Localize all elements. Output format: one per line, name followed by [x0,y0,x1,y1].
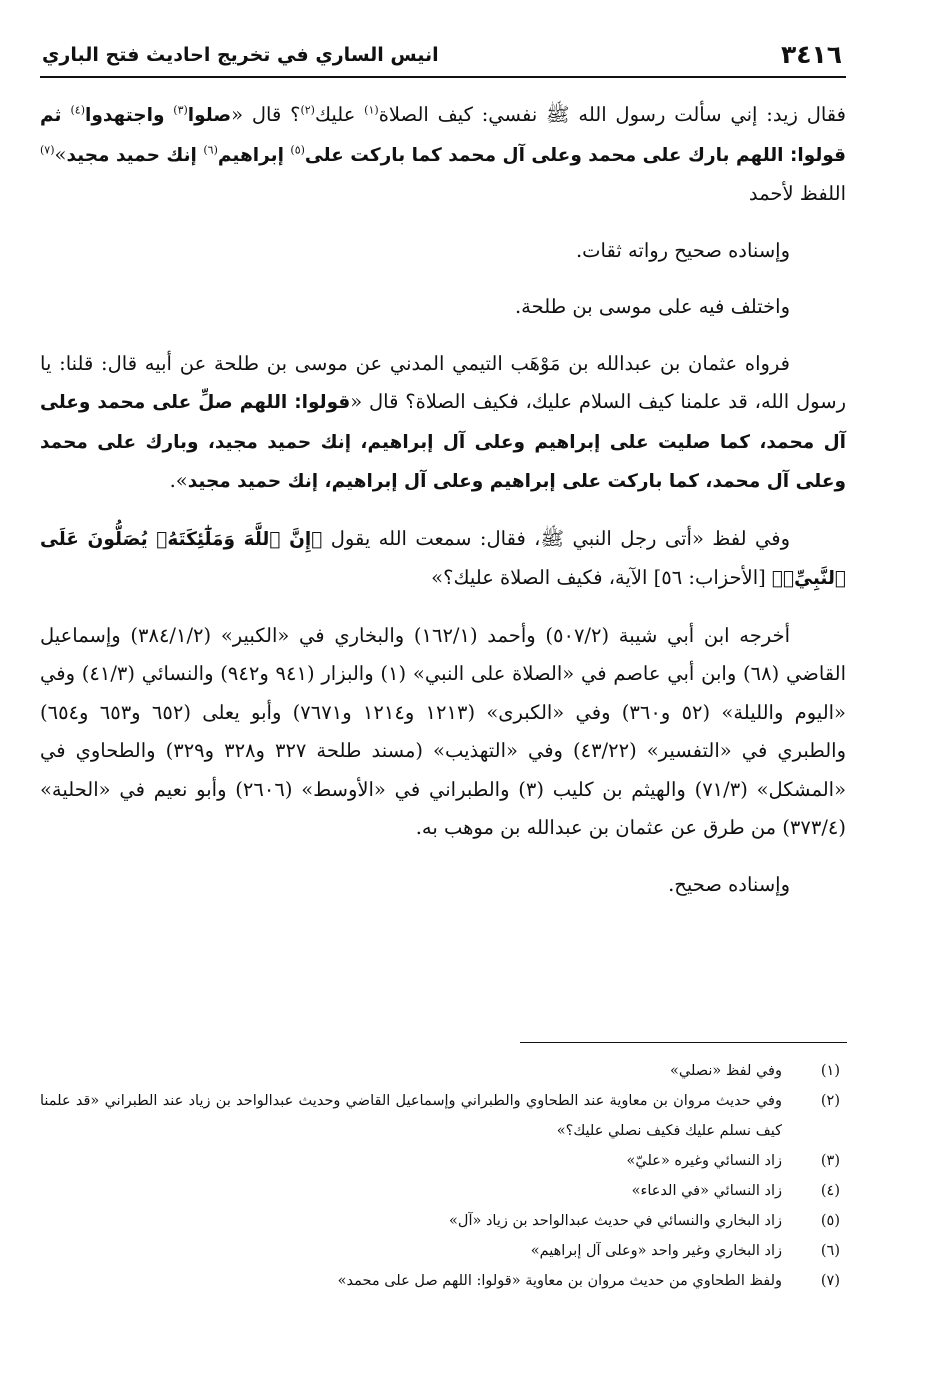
footnotes [40,1056,846,1296]
footnote-ref-4[interactable]: (٤) [70,103,85,117]
footnote-text: وفي حديث مروان بن معاوية عند الطحاوي والطبراني وإسماعيل القاضي وحديث عبدالواحد بن زياد عند الطبراني «قد علمنا كيف نسلم عليك فكيف نصلي عليك؟» [40,1093,782,1139]
text-segment: ؟ قال « [231,103,301,126]
text-segment: فرواه عثمان بن عبدالله بن مَوْهَب التيمي المدني عن موسى بن طلحة عن أبيه قال: قلنا: يا رسول الله، قد علمنا كيف السلام عليك، فكيف الصلاة؟ قال « [40,351,846,413]
paragraph-lafz [40,520,846,599]
footnote-item [40,1206,846,1236]
footnote-text: زاد البخاري وغير واحد «وعلى آل إبراهيم» [530,1243,782,1259]
paragraph-ikhtilaf: واختلف فيه على موسى بن طلحة. [514,295,790,318]
footnote-ref-1[interactable]: (١) [364,103,379,117]
text-segment [164,103,173,126]
footnote-number: (٥) [820,1213,840,1229]
footnote-number: (٢) [820,1093,840,1109]
footnote-ref-7[interactable]: (٧) [40,143,55,156]
footnote-text: زاد النسائي «في الدعاء» [631,1183,782,1199]
bold-segment: واجتهدوا [85,105,165,126]
main-text [40,96,846,904]
paragraph-isnad-sahih: وإسناده صحيح. [668,872,790,896]
footnote-number: (١) [820,1063,840,1079]
paragraph-isnad: وإسناده صحيح رواته ثقات. [575,238,790,262]
footnote-ref-5[interactable]: (٥) [290,143,305,156]
footnote-ref-2[interactable]: (٢) [300,103,315,117]
page-number: ٣٤١٦ [780,40,842,69]
text-segment: » [54,142,67,166]
footnote-ref-6[interactable]: (٦) [203,143,218,156]
text-segment: ». [169,469,188,492]
paragraph-uthman-riwaya [40,345,846,502]
bold-segment: إبراهيم [217,144,291,166]
footnote-item [40,1176,846,1206]
text-segment: فقال زيد: إني سألت رسول الله ﷺ نفسي: كيف الصلاة [378,103,846,126]
text-segment: اللفظ لأحمد [748,182,846,205]
footnote-ref-3[interactable]: (٣) [173,103,188,117]
running-title: انيس الساري في تخريج احاديث فتح الباري [42,44,439,66]
footnote-item [40,1146,846,1176]
footnote-item [40,1086,846,1146]
paragraph-hadith-zayd [40,96,846,214]
footnote-number: (٤) [820,1183,840,1199]
footnote-separator [520,1042,847,1043]
text-segment: وفي لفظ «أتى رجل النبي ﷺ، فقال: سمعت الله يقول [322,526,790,550]
footnote-number: (٣) [820,1153,840,1169]
paragraph-takhrij: أخرجه ابن أبي شيبة (٥٠٧/٢) وأحمد (١٦٢/١) والبخاري في «الكبير» (٣٨٤/١/٢) وإسماعيل القاضي (٦٨) وابن أبي عاصم في «الصلاة على النبي» (١) والبزار (٩٤١ و٩٤٢) والنسائي (٤١/٣) وفي «اليوم والليلة» (٥٢ و٣٦٠) وفي «الكبرى» (١٢١٣ و١٢١٤ و٧٦٧١) وأبو يعلى (٦٥٢ و٦٥٣ و٦٥٤) والطبري في «التفسير» (٤٣/٢٢) وفي «التهذيب» (مسند طلحة ٣٢٧ و٣٢٨ و٣٢٩) والطحاوي في «المشكل» (٧١/٣) والهيثم بن كليب (٣) والطبراني في «الأوسط» (٢٦٠٦) وأبو نعيم في «الحلية» (٣٧٣/٤) من طرق عن عثمان بن عبدالله بن موهب به. [40,623,847,839]
footnote-text: زاد النسائي وغيره «عليّ» [626,1153,782,1169]
bold-segment: قولوا: اللهم صلِّ على محمد وعلى آل محمد، كما صليت على إبراهيم وعلى آل إبراهيم، إنك حميد مجيد، وبارك على محمد وعلى آل محمد، كما باركت على إبراهيم وعلى آل إبراهيم، إنك حميد مجيد [40,392,846,492]
footnote-text: ولفظ الطحاوي من حديث مروان بن معاوية «قولوا: اللهم صل على محمد» [337,1273,782,1289]
footnote-item [40,1266,846,1296]
footnote-item [40,1056,846,1086]
text-segment: عليك [314,103,365,126]
text-segment: [الأحزاب: ٥٦] الآية، فكيف الصلاة عليك؟» [431,566,772,589]
footnote-item [40,1236,846,1266]
quran-verse: ﴿إِنَّ ٱللَّهَ وَمَلَٰٓئِكَتَهُۥ يُصَلُّونَ عَلَى ٱلنَّبِيِّۚ﴾ [40,528,846,589]
bold-segment: صلوا [187,105,232,126]
footnote-text: وفي لفظ «نصلي» [670,1063,782,1079]
bold-segment: ثم قولوا: اللهم بارك على محمد وعلى آل محمد كما باركت على [40,105,846,166]
footnote-number: (٧) [820,1273,840,1289]
footnote-text: زاد البخاري والنسائي في حديث عبدالواحد بن زياد «آل» [449,1213,782,1229]
footnote-number: (٦) [820,1243,840,1259]
page-header [40,38,846,78]
bold-segment: إنك حميد مجيد [66,144,204,166]
